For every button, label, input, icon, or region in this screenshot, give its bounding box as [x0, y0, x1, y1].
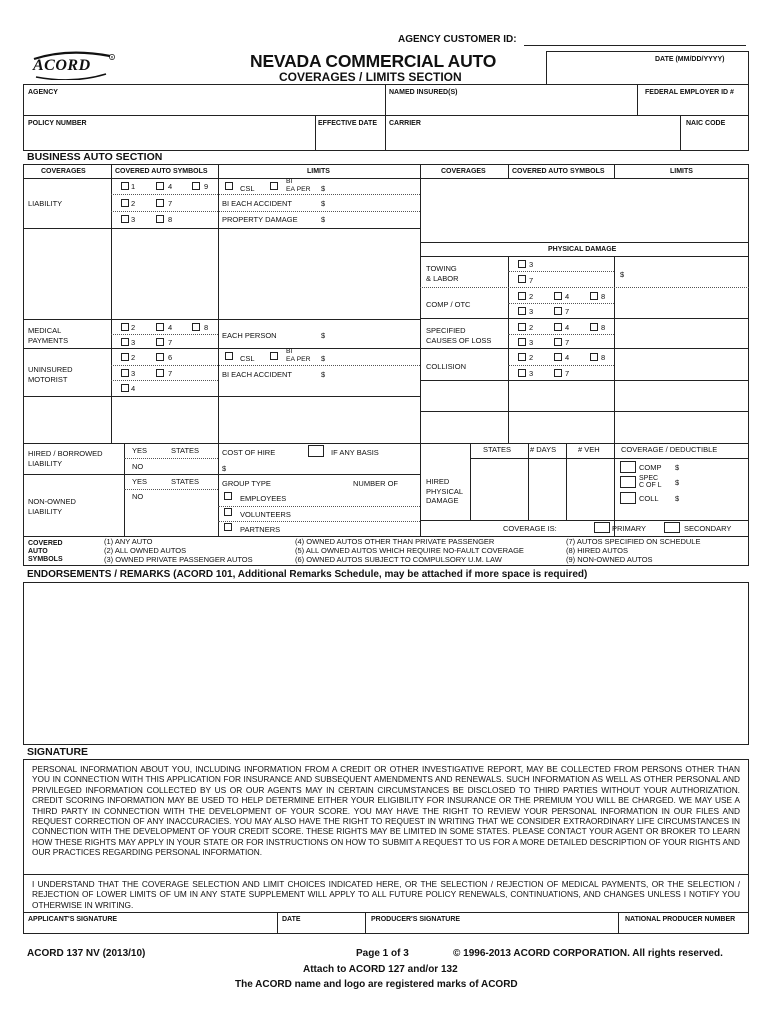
page-number: Page 1 of 3: [356, 948, 409, 959]
agency-customer-id-label: AGENCY CUSTOMER ID:: [398, 34, 517, 45]
sym-label: 2: [131, 353, 136, 362]
legend-item: (8) HIRED AUTOS: [566, 546, 628, 555]
dollar-sign: $: [321, 370, 326, 379]
privacy-notice: PERSONAL INFORMATION ABOUT YOU, INCLUDING INFORMATION FROM A CREDIT OR OTHER INVESTIGATIVE REPORT, MAY BE COLLECTED FROM PERSONS OTHER THAN YOU IN CONNECTION WITH THIS APPLICATION FOR INSURANCE AND SUBSEQUENT AMENDMENTS AND RENEWALS. SUCH INFORMATION AS WELL AS OTHER PERSONAL AND PRIVILEGED INFORMATION COLLECTED BY US OR OUR AGENTS MAY IN CERTAIN CIRCUMSTANCES BE DISCLOSED TO THIRD PARTIES WITHOUT YOUR AUTHORIZATION. CREDIT SCORING INFORMATION MAY BE USED TO HELP DETERMINE EITHER YOUR ELIGIBILITY FOR INSURANCE OR THE PREMIUM YOU WILL BE CHARGED. WE MAY USE A THIRD PARTY IN CONNECTION WITH THE DEVELOPMENT OF YOUR SCORE. YOU MAY HAVE THE RIGHT TO REVIEW YOUR PERSONAL INFORMATION IN OUR FILES AND REQUEST CORRECTION OF ANY INACCURACIES. YOU MAY ALSO HAVE THE RIGHT TO REQUEST IN WRITING THAT WE CONSIDER EXTRAORDINARY LIFE CIRCUMSTANCES IN CONNECTION WITH THE DEVELOPMENT OF YOUR CREDIT SCORE. THESE RIGHTS MAY BE LIMITED IN SOME STATES. PLEASE CONTACT YOUR AGENT OR BROKER TO LEARN HOW THESE RIGHTS MAY APPLY IN YOUR STATE OR FOR INSTRUCTIONS ON HOW TO SUBMIT A REQUEST TO US FOR A MORE DETAILED DESCRIPTION OF YOUR RIGHTS AND OUR PRACTICES REGARDING PERSONAL INFORMATION.: [32, 764, 740, 858]
csl-check[interactable]: [225, 182, 233, 190]
comp-otc-label: COMP / OTC: [426, 300, 471, 309]
sym-label: 4: [168, 323, 173, 332]
specified-label-2: CAUSES OF LOSS: [426, 336, 492, 345]
scol-sym-2-check[interactable]: [518, 323, 526, 331]
sym-label: 9: [204, 182, 209, 191]
um-csl-check[interactable]: [225, 352, 233, 360]
hired-borrowed-label-2: LIABILITY: [28, 459, 63, 468]
sym-label: 2: [131, 323, 136, 332]
dollar-sign: $: [321, 331, 326, 340]
sym-label: 1: [131, 182, 136, 191]
volunteers-check[interactable]: [224, 508, 232, 516]
liab-sym-4-check[interactable]: [156, 182, 164, 190]
hired-borrowed-label: HIRED / BORROWED: [28, 449, 103, 458]
sym-label: 4: [168, 182, 173, 191]
employees-label: EMPLOYEES: [240, 494, 287, 503]
carrier-label: CARRIER: [389, 120, 421, 127]
legend-item: (1) ANY AUTO: [104, 537, 153, 546]
dollar-sign: $: [222, 464, 227, 473]
header-grid: [23, 84, 749, 151]
comp-sym-8-check[interactable]: [590, 292, 598, 300]
sym-label: 3: [131, 215, 136, 224]
hired-pd-label-3: DAMAGE: [426, 496, 459, 505]
dollar-sign: $: [321, 184, 326, 193]
coll-sym-4-check[interactable]: [554, 353, 562, 361]
date-box[interactable]: [546, 51, 749, 85]
sym-label: 8: [601, 323, 606, 332]
dollar-sign: $: [321, 354, 326, 363]
legend-item: (9) NON-OWNED AUTOS: [566, 555, 653, 564]
sym-label: 4: [565, 353, 570, 362]
bi-each-accident-label: BI EACH ACCIDENT: [222, 370, 293, 379]
sym-label: 7: [168, 338, 173, 347]
named-insured-label: NAMED INSURED(S): [389, 89, 458, 96]
sym-label: 4: [565, 292, 570, 301]
sym-label: 3: [529, 338, 534, 347]
hired-states-label: STATES: [171, 446, 200, 455]
non-owned-label: NON-OWNED: [28, 497, 76, 506]
sym-label: 3: [131, 338, 136, 347]
sym-label: 2: [131, 199, 136, 208]
coverage-is-label: COVERAGE IS:: [503, 524, 557, 533]
employees-check[interactable]: [224, 492, 232, 500]
comp-sym-4-check[interactable]: [554, 292, 562, 300]
hired-yes-label: YES: [132, 446, 148, 455]
liab-sym-3-check[interactable]: [121, 215, 129, 223]
property-damage-label: PROPERTY DAMAGE: [222, 215, 298, 224]
sym-label: 7: [168, 369, 173, 378]
coll-sym-2-check[interactable]: [518, 353, 526, 361]
naic-label: NAIC CODE: [686, 120, 726, 127]
sym-label: 8: [601, 292, 606, 301]
um-sym-4-check[interactable]: [121, 384, 129, 392]
legend-title-2: AUTO: [28, 548, 48, 555]
ea-per-label: EA PER: [286, 356, 311, 363]
hdr-coverages-left: COVERAGES: [41, 168, 86, 175]
remarks-area[interactable]: [23, 582, 749, 745]
comp-sym-3-check[interactable]: [518, 307, 526, 315]
each-person-label: EACH PERSON: [222, 331, 277, 340]
coverage-acknowledgement: I UNDERSTAND THAT THE COVERAGE SELECTION AND LIMIT CHOICES INDICATED HERE, OR THE SELECTION / REJECTION OF MEDICAL PAYMENTS, OR THE SELECTION / REJECTION OF LOWER LIMITS OF UM IN ANY STATE SUPPLEMENT WILL APPLY TO ALL FUTURE POLICY RENEWALS, CONTINUATIONS, AND CHANGES UNLESS I NOTIFY YOU OTHERWISE IN WRITING.: [32, 879, 740, 910]
dollar-sign: $: [675, 463, 680, 472]
liability-label: LIABILITY: [28, 199, 63, 208]
med-sym-7-check[interactable]: [156, 338, 164, 346]
non-owned-no-label: NO: [132, 492, 144, 501]
legend-title-3: SYMBOLS: [28, 556, 63, 563]
dollar-sign: $: [321, 199, 326, 208]
sym-label: 8: [601, 353, 606, 362]
comp-label: COMP: [639, 463, 662, 472]
bi-ea-per-check[interactable]: [270, 182, 278, 190]
attach-note: Attach to ACORD 127 and/or 132: [303, 964, 458, 975]
sym-label: 7: [565, 307, 570, 316]
specified-label: SPECIFIED: [426, 326, 466, 335]
bi-each-accident-label: BI EACH ACCIDENT: [222, 199, 293, 208]
tow-sym-7-check[interactable]: [518, 275, 526, 283]
towing-label: TOWING: [426, 264, 457, 273]
signature-title: SIGNATURE: [27, 746, 89, 758]
hdr-coverages-right: COVERAGES: [441, 168, 486, 175]
physical-damage-label: PHYSICAL DAMAGE: [548, 246, 617, 253]
scol-sym-4-check[interactable]: [554, 323, 562, 331]
sym-label: 6: [168, 353, 173, 362]
csl-label: CSL: [240, 184, 255, 193]
hired-pd-label-2: PHYSICAL: [426, 487, 464, 496]
sym-label: 3: [529, 260, 534, 269]
dollar-sign: $: [675, 494, 680, 503]
trademark-note: The ACORD name and logo are registered marks of ACORD: [235, 979, 518, 990]
sym-label: 2: [529, 292, 534, 301]
partners-check[interactable]: [224, 523, 232, 531]
scol-sym-3-check[interactable]: [518, 338, 526, 346]
if-any-basis-label: IF ANY BASIS: [331, 448, 379, 457]
hdr-limits-right: LIMITS: [670, 168, 693, 175]
form-title: NEVADA COMMERCIAL AUTO: [250, 51, 497, 71]
non-owned-label-2: LIABILITY: [28, 507, 63, 516]
medical-payments-label-2: PAYMENTS: [28, 336, 69, 345]
sym-label: 7: [168, 199, 173, 208]
collision-label: COLLISION: [426, 362, 467, 371]
coll-label: COLL: [639, 494, 659, 503]
um-bi-ea-per-check[interactable]: [270, 352, 278, 360]
uninsured-label-2: MOTORIST: [28, 375, 68, 384]
um-sym-7-check[interactable]: [156, 369, 164, 377]
cofl-label: C OF L: [639, 482, 662, 489]
acord-logo: [28, 50, 118, 80]
legend-item: (3) OWNED PRIVATE PASSENGER AUTOS: [104, 555, 253, 564]
sym-label: 4: [131, 384, 136, 393]
volunteers-label: VOLUNTEERS: [240, 510, 291, 519]
sym-label: 3: [131, 369, 136, 378]
sym-label: 2: [529, 353, 534, 362]
coll-sym-7-check[interactable]: [554, 369, 562, 377]
comp-sym-7-check[interactable]: [554, 307, 562, 315]
business-auto-title: BUSINESS AUTO SECTION: [27, 151, 163, 163]
sym-label: 4: [565, 323, 570, 332]
liab-sym-7-check[interactable]: [156, 199, 164, 207]
uninsured-label: UNINSURED: [28, 365, 73, 374]
logo-text: ACORD: [33, 57, 91, 74]
sym-label: 7: [529, 276, 534, 285]
veh-label: # VEH: [578, 445, 600, 454]
scol-sym-7-check[interactable]: [554, 338, 562, 346]
sym-label: 3: [529, 369, 534, 378]
coll-sym-3-check[interactable]: [518, 369, 526, 377]
non-owned-states-label: STATES: [171, 477, 200, 486]
secondary-label: SECONDARY: [684, 524, 732, 533]
form-subtitle: COVERAGES / LIMITS SECTION: [279, 70, 462, 84]
csl-label: CSL: [240, 354, 255, 363]
sym-label: 7: [565, 338, 570, 347]
coll-sym-8-check[interactable]: [590, 353, 598, 361]
copyright: © 1996-2013 ACORD CORPORATION. All rights reserved.: [453, 948, 723, 959]
agency-label: AGENCY: [28, 89, 58, 96]
med-sym-3-check[interactable]: [121, 338, 129, 346]
ea-per-label: EA PER: [286, 186, 311, 193]
endorsements-title: ENDORSEMENTS / REMARKS (ACORD 101, Additional Remarks Schedule, may be attached if more space is required): [27, 569, 588, 580]
hired-no-label: NO: [132, 462, 144, 471]
liab-sym-9-check[interactable]: [192, 182, 200, 190]
primary-check[interactable]: [594, 522, 610, 533]
fein-label: FEDERAL EMPLOYER ID #: [645, 89, 734, 96]
effective-date-label: EFFECTIVE DATE: [318, 120, 377, 127]
days-label: # DAYS: [530, 445, 557, 454]
um-sym-2-check[interactable]: [121, 353, 129, 361]
liab-sym-8-check[interactable]: [156, 215, 164, 223]
med-sym-2-check[interactable]: [121, 323, 129, 331]
spec-label: SPEC: [639, 475, 659, 482]
dollar-sign: $: [675, 478, 680, 487]
sym-label: 7: [565, 369, 570, 378]
coverage-deductible-label: COVERAGE / DEDUCTIBLE: [621, 445, 718, 454]
cost-of-hire-label: COST OF HIRE: [222, 448, 276, 457]
dollar-sign: $: [620, 270, 625, 279]
legend-item: (4) OWNED AUTOS OTHER THAN PRIVATE PASSENGER: [295, 537, 495, 546]
sym-label: 2: [529, 323, 534, 332]
applicant-signature-label: APPLICANT'S SIGNATURE: [28, 916, 118, 923]
um-sym-6-check[interactable]: [156, 353, 164, 361]
hpd-coll-check[interactable]: [620, 492, 636, 504]
sym-label: 3: [529, 307, 534, 316]
secondary-check[interactable]: [664, 522, 680, 533]
legend-item: (5) ALL OWNED AUTOS WHICH REQUIRE NO-FAULT COVERAGE: [295, 546, 524, 555]
scol-sym-8-check[interactable]: [590, 323, 598, 331]
towing-label-2: & LABOR: [426, 274, 459, 283]
policy-number-label: POLICY NUMBER: [28, 120, 87, 127]
svg-text:R: R: [110, 55, 114, 60]
agency-customer-id-field[interactable]: [524, 45, 746, 46]
liab-sym-1-check[interactable]: [121, 182, 129, 190]
form-id: ACORD 137 NV (2013/10): [27, 948, 146, 959]
hired-pd-label: HIRED: [426, 477, 450, 486]
hpd-spec-check[interactable]: [620, 476, 636, 488]
non-owned-yes-label: YES: [132, 477, 148, 486]
liab-sym-2-check[interactable]: [121, 199, 129, 207]
legend-title: COVERED: [28, 540, 63, 547]
legend-item: (6) OWNED AUTOS SUBJECT TO COMPULSORY U.M. LAW: [295, 555, 502, 564]
comp-sym-2-check[interactable]: [518, 292, 526, 300]
med-sym-8-check[interactable]: [192, 323, 200, 331]
date-label: DATE (MM/DD/YYYY): [655, 56, 725, 63]
if-any-basis-check[interactable]: [308, 445, 324, 457]
hpd-states-label: STATES: [483, 445, 512, 454]
legend-item: (2) ALL OWNED AUTOS: [104, 546, 187, 555]
bi-label: BI: [286, 178, 293, 185]
hdr-symbols-left: COVERED AUTO SYMBOLS: [115, 168, 208, 175]
hdr-limits-left: LIMITS: [307, 168, 330, 175]
date-label-sig: DATE: [282, 916, 301, 923]
primary-label: PRIMARY: [612, 524, 647, 533]
tow-sym-3-check[interactable]: [518, 260, 526, 268]
dollar-sign: $: [321, 215, 326, 224]
national-producer-number-label: NATIONAL PRODUCER NUMBER: [625, 916, 736, 923]
group-type-label: GROUP TYPE: [222, 479, 271, 488]
legend-item: (7) AUTOS SPECIFIED ON SCHEDULE: [566, 537, 701, 546]
sym-label: 8: [168, 215, 173, 224]
hdr-symbols-right: COVERED AUTO SYMBOLS: [512, 168, 605, 175]
um-sym-3-check[interactable]: [121, 369, 129, 377]
partners-label: PARTNERS: [240, 525, 281, 534]
medical-payments-label: MEDICAL: [28, 326, 62, 335]
producer-signature-label: PRODUCER'S SIGNATURE: [371, 916, 461, 923]
number-of-label: NUMBER OF: [353, 479, 398, 488]
bi-label: BI: [286, 348, 293, 355]
hpd-comp-check[interactable]: [620, 461, 636, 473]
med-sym-4-check[interactable]: [156, 323, 164, 331]
sym-label: 8: [204, 323, 209, 332]
